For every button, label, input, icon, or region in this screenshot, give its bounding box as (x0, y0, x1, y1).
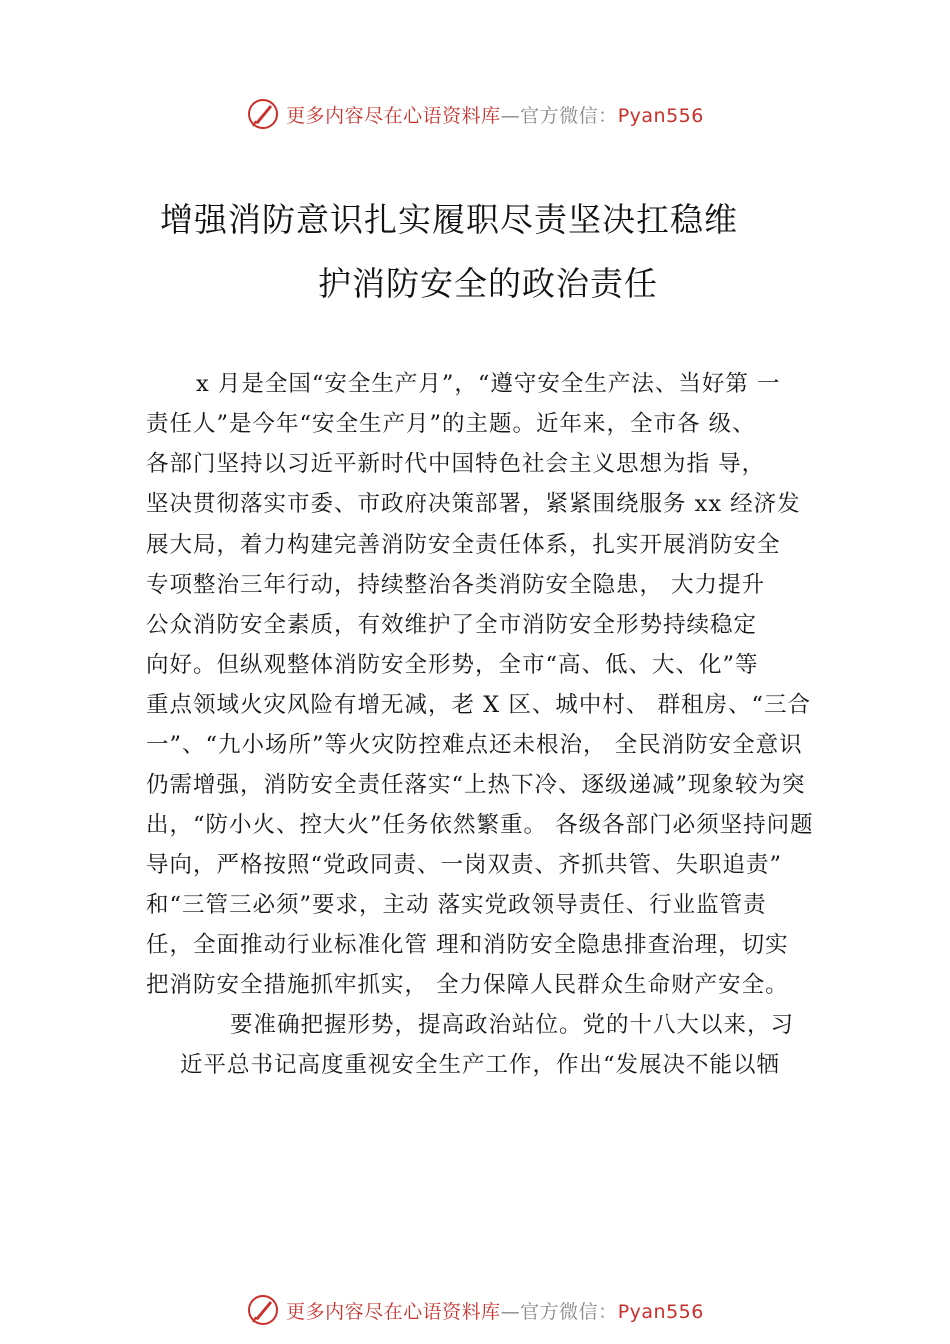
banner-main-text: 更多内容尽在心语资料库 (286, 1300, 501, 1323)
paragraph-line: 展大局，着力构建完善消防安全责任体系，扎实开展消防安全 (146, 532, 781, 558)
paragraph-line: 仍需增强，消防安全责任落实“上热下冷、逐级递减”现象较为突 (146, 772, 806, 798)
paragraph-line: 任，全面推动行业标准化管 理和消防安全隐患排查治理，切实 (146, 932, 789, 958)
paragraph-line: 责任人”是今年“安全生产月”的主题。近年来，全市各 级、 (146, 411, 756, 437)
paragraph-line: 各部门坚持以习近平新时代中国特色社会主义思想为指 导， (146, 451, 766, 477)
banner-dash: — (500, 104, 521, 127)
banner-main-text: 更多内容尽在心语资料库 (286, 104, 501, 127)
footer-banner (0, 1290, 950, 1330)
banner-wechat-id: Pyan556 (617, 1300, 704, 1323)
paragraph-line: 和“三管三必须”要求，主动 落实党政领导责任、行业监管责 (146, 892, 767, 918)
banner-sub-text: 官方微信： (520, 1300, 618, 1323)
paragraph-line: 公众消防安全素质，有效维护了全市消防安全形势持续稳定 (146, 612, 758, 638)
banner-wechat-id: Pyan556 (617, 104, 704, 127)
paragraph-line: x 月是全国“安全生产月”，“遵守安全生产法、当好第 一 (196, 371, 781, 397)
paragraph-line: 专项整治三年行动，持续整治各类消防安全隐患， 大力提升 (146, 572, 766, 598)
header-banner (0, 94, 950, 134)
document-title-line-2: 护消防安全的政治责任 (318, 264, 658, 303)
paragraph-line: 导向，严格按照“党政同责、一岗双责、齐抓共管、失职追责” (146, 852, 783, 878)
banner-dash: — (500, 1300, 521, 1323)
banner-text (286, 101, 704, 128)
paragraph-line: 向好。但纵观整体消防安全形势，全市“高、低、大、化”等 (146, 652, 759, 678)
paragraph-line: 坚决贯彻落实市委、市政府决策部署，紧紧围绕服务 xx 经济发 (146, 491, 801, 517)
document-title-line-1: 增强消防意识扎实履职尽责坚决扛稳维 (160, 200, 738, 239)
quill-pen-logo-icon (246, 97, 280, 131)
banner-sub-text: 官方微信： (520, 104, 618, 127)
quill-pen-logo-icon (246, 1293, 280, 1327)
paragraph-line: 近平总书记高度重视安全生产工作，作出“发展决不能以牺 (180, 1052, 781, 1078)
paragraph-line: 一”、“九小场所”等火灾防控难点还未根治， 全民消防安全意识 (146, 732, 803, 758)
paragraph-line: 要准确把握形势，提高政治站位。党的十八大以来，习 (230, 1012, 795, 1038)
paragraph-line: 出，“防小火、控大火”任务依然繁重。 各级各部门必须坚持问题 (146, 812, 814, 838)
paragraph-line: 重点领域火灾风险有增无减，老 X 区、城中村、 群租房、“三合 (146, 692, 811, 718)
banner-text (286, 1297, 704, 1324)
paragraph-line: 把消防安全措施抓牢抓实， 全力保障人民群众生命财产安全。 (146, 972, 789, 998)
